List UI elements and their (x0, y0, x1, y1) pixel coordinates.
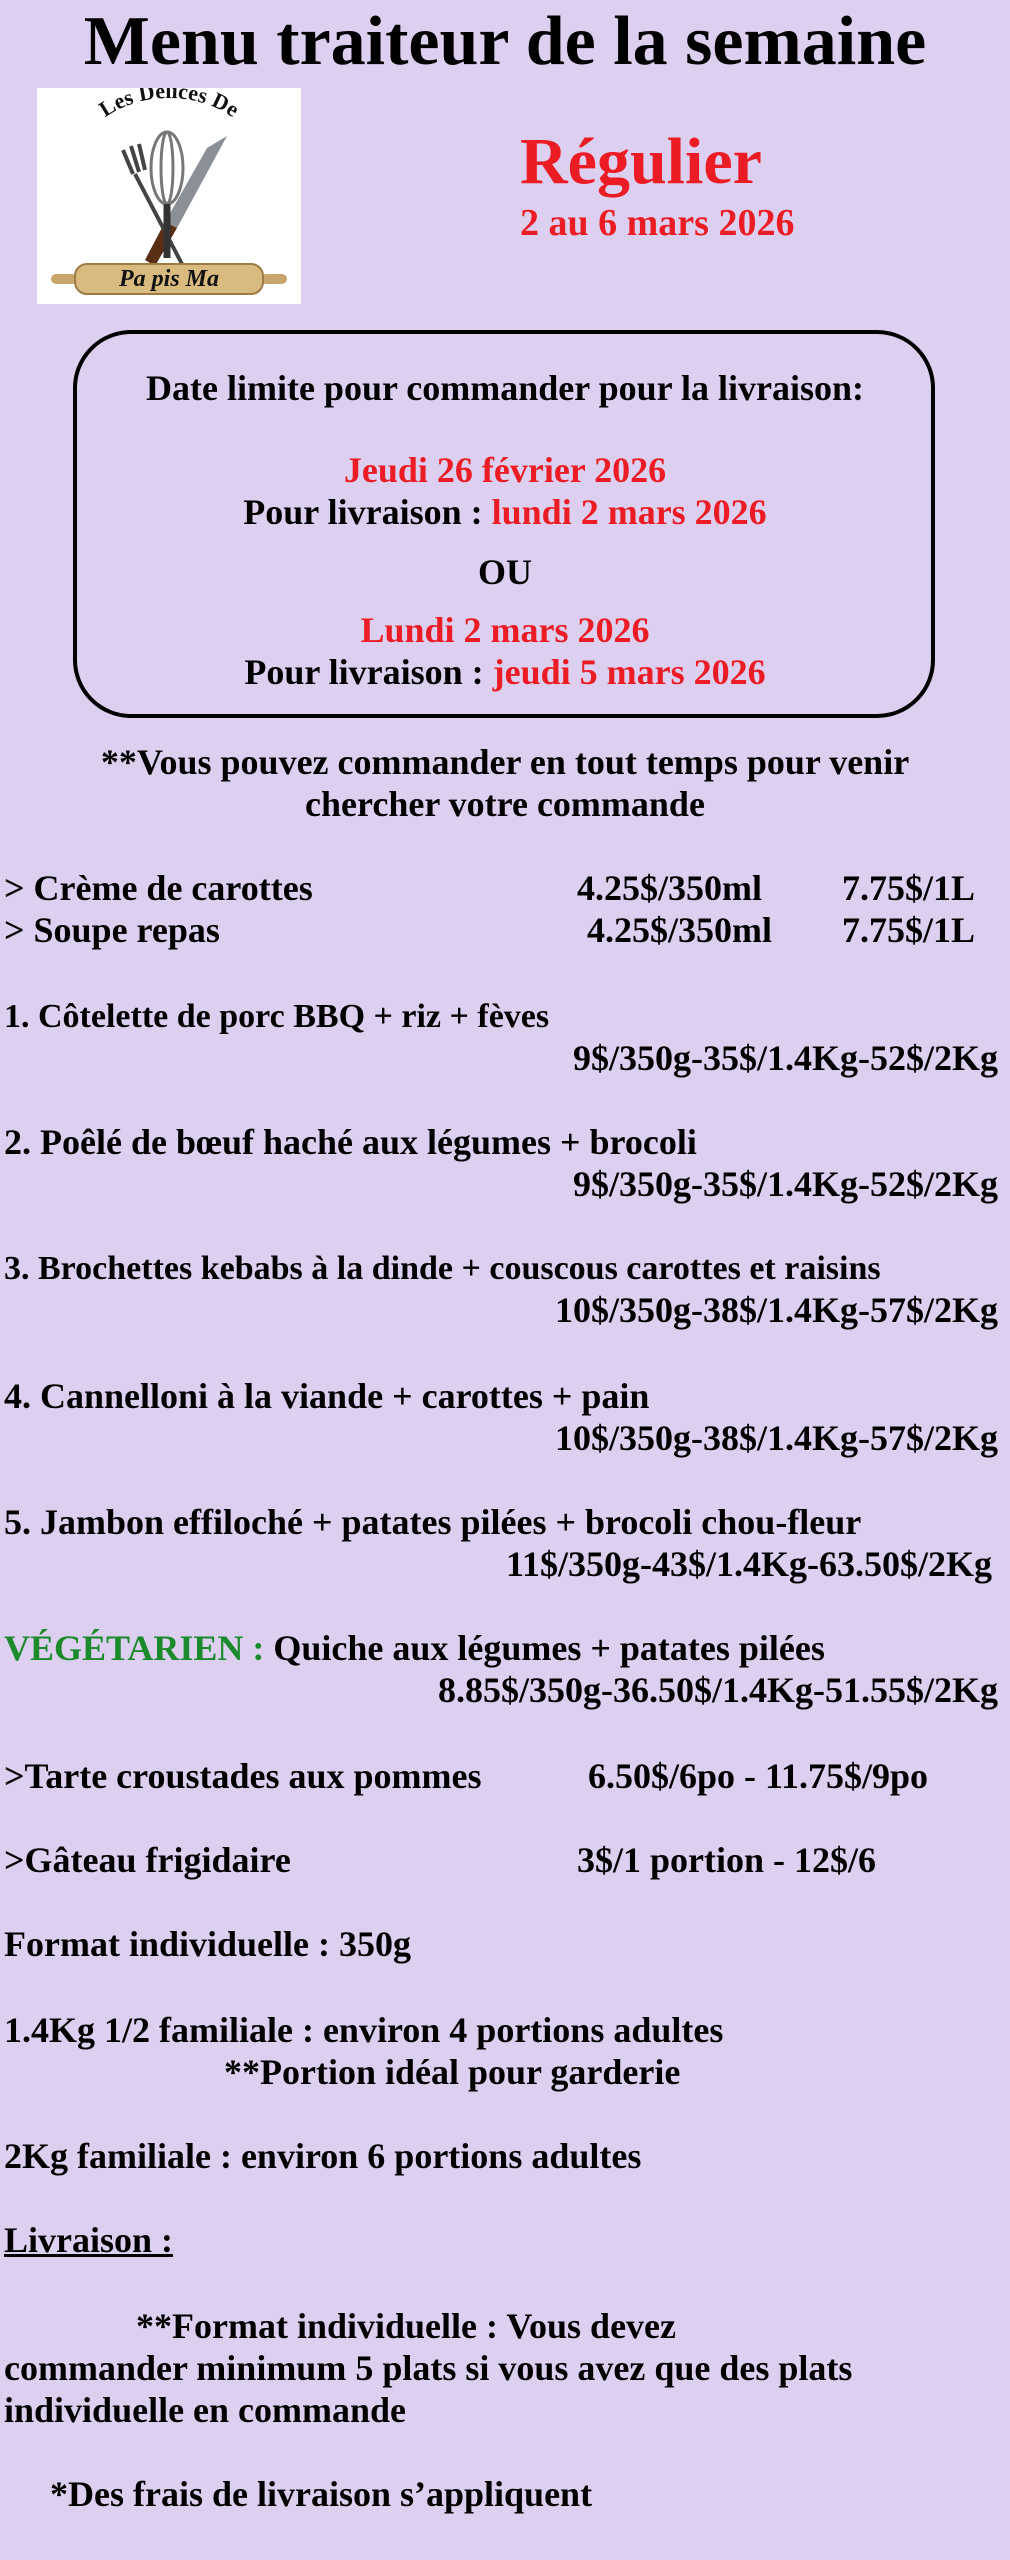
format-half-family: 1.4Kg 1/2 familiale : environ 4 portions adultes (4, 2010, 724, 2050)
deadline-option1-date: Jeudi 26 février 2026 (343, 450, 667, 490)
delivery-date: lundi 2 mars 2026 (491, 492, 767, 532)
vegetarian-prices: 8.85$/350g-36.50$/1.4Kg-51.55$/2Kg (438, 1670, 998, 1710)
soup-name: > Soupe repas (4, 910, 220, 950)
deadline-option2-delivery (0, 650, 1010, 694)
deadline-or: OU (478, 552, 532, 592)
logo (37, 88, 301, 304)
page-title: Menu traiteur de la semaine (83, 3, 927, 80)
svg-text:Les Délices De (94, 88, 244, 122)
soup-price-small: 4.25$/350ml (577, 868, 762, 908)
format-individual: Format individuelle : 350g (4, 1924, 411, 1964)
delivery-note-line2: commander minimum 5 plats si vous avez que des plats (4, 2348, 853, 2388)
meal-prices: 10$/350g-38$/1.4Kg-57$/2Kg (555, 1418, 998, 1458)
logo-top-text: Les Délices De (94, 88, 244, 122)
pickup-note-line1: **Vous pouvez commander en tout temps pour venir (100, 742, 910, 782)
vegetarian-name: Quiche aux légumes + patates pilées (273, 1628, 825, 1668)
meal-prices: 9$/350g-35$/1.4Kg-52$/2Kg (573, 1038, 998, 1078)
format-half-family-note: **Portion idéal pour garderie (224, 2052, 681, 2092)
dessert-prices: 6.50$/6po - 11.75$/9po (588, 1756, 929, 1796)
dessert-name: >Tarte croustades aux pommes (4, 1756, 482, 1796)
meal-prices: 11$/350g-43$/1.4Kg-63.50$/2Kg (506, 1544, 992, 1584)
delivery-note-line1: **Format individuelle : Vous devez (136, 2306, 677, 2346)
meal-name: 2. Poêlé de bœuf haché aux légumes + brocoli (4, 1122, 697, 1162)
delivery-date: jeudi 5 mars 2026 (492, 652, 766, 692)
meal-name: 1. Côtelette de porc BBQ + riz + fèves (4, 998, 550, 1035)
meal-name: 5. Jambon effiloché + patates pilées + brocoli chou-fleur (4, 1502, 862, 1542)
whisk-icon (151, 132, 183, 258)
soup-price-large: 7.75$/1L (842, 910, 976, 950)
week-dates: 2 au 6 mars 2026 (520, 202, 795, 244)
soup-price-large: 7.75$/1L (842, 868, 976, 908)
vegetarian-label: VÉGÉTARIEN : (4, 1628, 265, 1668)
delivery-label: Pour livraison : (244, 652, 484, 692)
logo-bottom-text: Pa pis Ma (118, 266, 220, 292)
dessert-name: >Gâteau frigidaire (4, 1840, 291, 1880)
meal-name: 4. Cannelloni à la viande + carottes + pain (4, 1376, 650, 1416)
knife-icon (145, 136, 227, 266)
deadline-option2-date: Lundi 2 mars 2026 (360, 610, 650, 650)
pickup-note-line2: chercher votre commande (305, 784, 705, 824)
delivery-note-line3: individuelle en commande (4, 2390, 407, 2430)
delivery-heading: Livraison : (4, 2220, 174, 2260)
format-family: 2Kg familiale : environ 6 portions adultes (4, 2136, 642, 2176)
vegetarian-item (4, 1626, 825, 1670)
meal-prices: 9$/350g-35$/1.4Kg-52$/2Kg (573, 1164, 998, 1204)
meal-name: 3. Brochettes kebabs à la dinde + couscous carottes et raisins (4, 1250, 881, 1287)
meal-prices: 10$/350g-38$/1.4Kg-57$/2Kg (555, 1290, 998, 1330)
delivery-label: Pour livraison : (243, 492, 483, 532)
soup-price-small: 4.25$/350ml (587, 910, 772, 950)
logo-graphic (37, 88, 301, 304)
deadline-option1-delivery (0, 490, 1010, 534)
delivery-fees: *Des frais de livraison s’appliquent (50, 2474, 593, 2514)
menu-type: Régulier (520, 125, 762, 198)
deadline-heading: Date limite pour commander pour la livraison: (146, 368, 864, 408)
dessert-prices: 3$/1 portion - 12$/6 (577, 1840, 877, 1880)
soup-name: > Crème de carottes (4, 868, 313, 908)
